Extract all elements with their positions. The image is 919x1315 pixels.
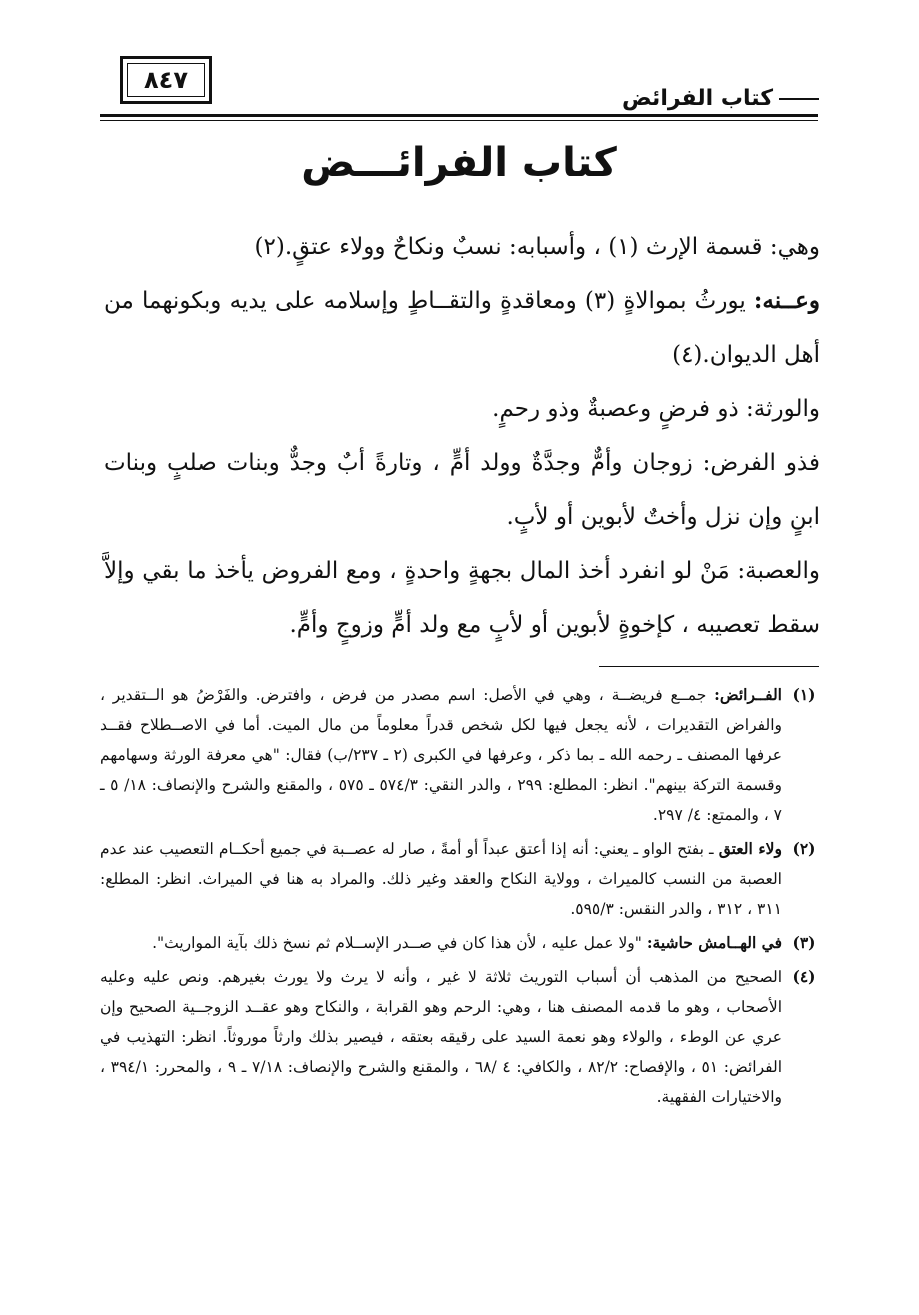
paragraph-text: فذو الفرض: زوجان وأمٌّ وجدَّةٌ وولد أمٍّ ، وتارةً أبٌ وجدٌّ وبنات صلبٍ وبنات ابنٍ وإن نزل وأختٌ لأبوين أو لأبٍ. — [104, 450, 820, 530]
footnote-number: (٣) — [792, 933, 816, 952]
footnote-text — [100, 680, 782, 830]
title-dash — [779, 98, 819, 100]
footnote-body: ـ بفتح الواو ـ يعني: أنه إذا أعتق عبداً أو أمةً ، صار له عصــبة في جميع أحكــام التعصيب عند عدم العصبة من النسب كالميراث ، وولاية النكاح والعقد وغير ذلك. والمراد به هنا في الميراث. انظر: المطلع: ٣١١ ، ٣١٢ ، والدر النقس: ٥٩٥/٣. — [100, 840, 782, 918]
running-title-text: كتاب الفرائض — [622, 86, 773, 111]
paragraph — [104, 544, 820, 652]
paragraph-text: والعصبة: مَنْ لو انفرد أخذ المال بجهةٍ واحدةٍ ، ومع الفروض يأخذ ما بقي وإلاَّ سقط تعصيبه ، كإخوةٍ لأبوين أو لأبٍ مع ولد أمٍّ وزوجٍ وأمٍّ. — [104, 558, 820, 638]
footnote-text — [100, 834, 782, 924]
paragraph — [104, 382, 820, 436]
footnote-lead: في الهــامش حاشية: — [646, 933, 782, 952]
paragraph — [104, 220, 820, 274]
footnote-number: (٢) — [792, 839, 816, 858]
page-number-box — [120, 56, 212, 104]
footnote-lead: ولاء العتق — [718, 839, 782, 858]
paragraph-text: والورثة: ذو فرضٍ وعصبةٌ وذو رحمٍ. — [492, 396, 820, 422]
footnote-body: جمــع فريضــة ، وهي في الأصل: اسم مصدر من فرض ، وافترض. والفَرْضُ هو الــتقدير ، والفراض التقديرات ، لأنه يجعل فيها لكل شخص قدراً معلوماً من مال الميت. أما في الاصــطلاح فقــد عرفها المصنف ـ رحمه الله ـ بما ذكر ، وعرفها في الكبرى (٢ ـ ٢٣٧/ب) فقال: "هي معرفة الورثة وسهامهم وقسمة التركة بينهم". انظر: المطلع: ٢٩٩ ، والدر النقي: ٥٧٤/٣ ـ ٥٧٥ ، والمقنع والشرح والإنصاف: ١٨/ ٥ ـ ٧ ، والممتع: ٤/ ٢٩٧. — [100, 686, 782, 824]
footnote — [100, 834, 826, 924]
footnote — [100, 928, 826, 958]
footnote-text — [100, 962, 782, 1112]
paragraph-text: وهي: قسمة الإرث (١) ، وأسبابه: نسبٌ ونكاحٌ وولاء عتقٍ.(٢) — [254, 234, 820, 260]
footnote-number: (٤) — [792, 967, 816, 986]
paragraph-text: يورثُ بموالاةٍ (٣) ومعاقدةٍ والتقــاطٍ وإسلامه على يديه وبكونهما من أهل الديوان.(٤) — [104, 288, 820, 368]
footnote — [100, 962, 826, 1112]
page-number: ٨٤٧ — [127, 63, 205, 97]
header-rule — [100, 114, 818, 117]
footnote-number: (١) — [792, 685, 816, 704]
running-title — [622, 86, 819, 111]
body-text — [104, 220, 820, 652]
paragraph — [104, 436, 820, 544]
footnotes — [100, 680, 826, 1116]
footnote-lead: الفــرائض: — [714, 685, 782, 704]
paragraph — [104, 274, 820, 382]
footnote — [100, 680, 826, 830]
footnote-body: "ولا عمل عليه ، لأن هذا كان في صــدر الإســلام ثم نسخ ذلك بآية المواريث". — [152, 934, 647, 952]
footnote-separator — [599, 666, 819, 667]
footnote-body: الصحيح من المذهب أن أسباب التوريث ثلاثة لا غير ، وأنه لا يرث ولا يورث بغيرهم. ونص عليه وعليه الأصحاب ، وهو ما قدمه المصنف هنا ، وهي: الرحم وهو القرابة ، والنكاح وهو عقــد الزوجــية الصحيح وإن عري عن الوطء ، والولاء وهو نعمة السيد على رقيقه بعتقه ، فيصير بذلك وارثاً موروثاً. انظر: التهذيب في الفرائض: ٥١ ، والإفصاح: ٨٢/٢ ، والكافي: ٤ /٦٨ ، والمقنع والشرح والإنصاف: ٧/١٨ ـ ٩ ، والمحرر: ٣٩٤/١ ، والاختيارات الفقهية. — [100, 968, 783, 1106]
chapter-title: كتاب الفرائـــض — [301, 140, 617, 186]
footnote-text — [100, 928, 782, 958]
paragraph-lead: وعــنه: — [753, 287, 820, 314]
header-rule-thin — [100, 120, 818, 121]
